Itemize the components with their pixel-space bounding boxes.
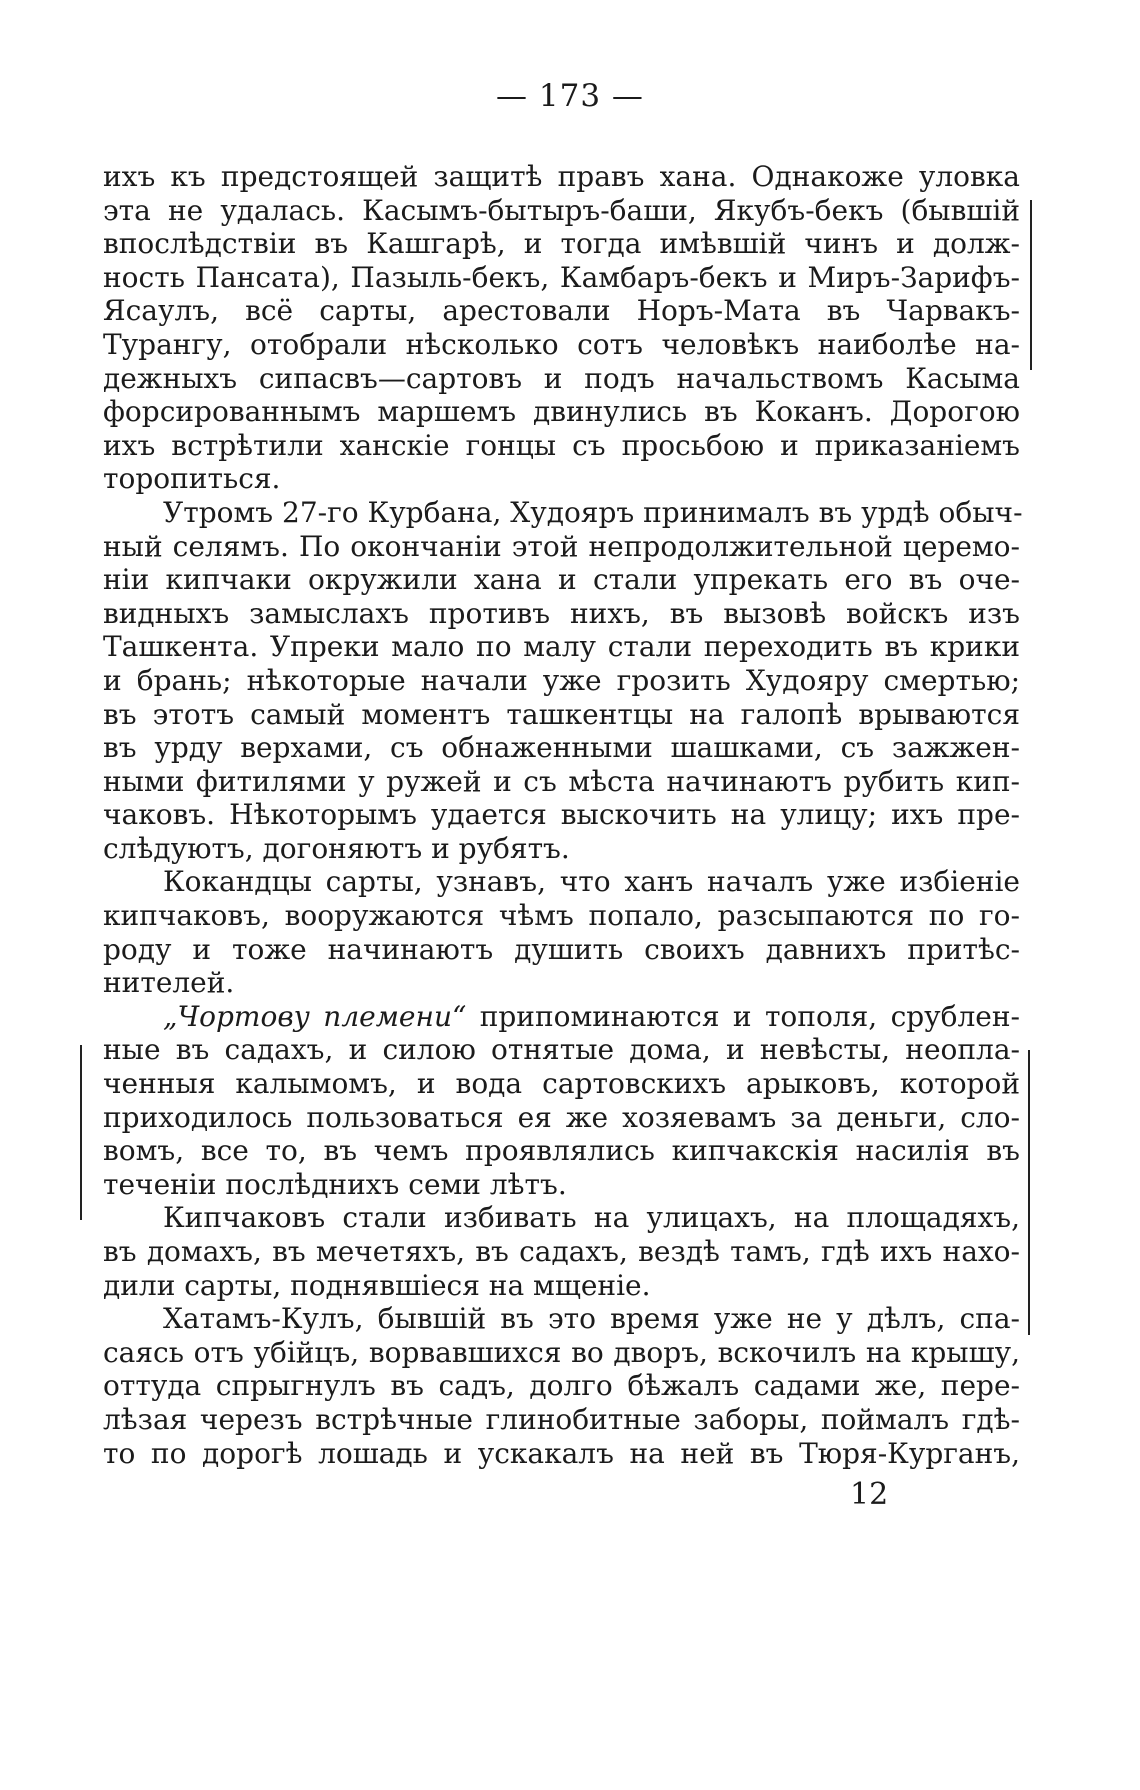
text-line: Хатамъ-Кулъ, бывшій въ это время уже не у дѣлъ, спа- <box>163 1302 1020 1336</box>
text-line <box>103 1000 1020 1034</box>
margin-line-mark <box>80 1045 82 1220</box>
text-line: Утромъ 27-го Курбана, Худояръ принималъ въ урдѣ обыч- <box>163 495 1023 529</box>
body-text <box>103 160 1023 1470</box>
margin-line-mark <box>1030 200 1032 370</box>
text-line: и брань; нѣкоторые начали уже грозить Худояру смертью; <box>103 663 1020 697</box>
paragraph-4 <box>103 1000 1020 1202</box>
text-line: саясь отъ убійцъ, ворвавшихся во дворъ, вскочилъ на крышу, <box>103 1335 1020 1369</box>
text-line: форсированнымъ маршемъ двинулись въ Коканъ. Дорогою <box>103 395 1020 429</box>
text-line: вомъ, все то, въ чемъ проявлялись кипчакскія насилія въ <box>103 1134 1020 1168</box>
text-line: Кокандцы сарты, узнавъ, что ханъ началъ уже избіеніе <box>163 865 1020 899</box>
text-line: впослѣдствіи въ Кашгарѣ, и тогда имѣвшій чинъ и долж- <box>103 227 1020 261</box>
paragraph-3 <box>103 865 1020 999</box>
text-line: ными фитилями у ружей и съ мѣста начинаютъ рубить кип- <box>103 764 1020 798</box>
text-line: теченіи послѣднихъ семи лѣтъ. <box>103 1167 567 1201</box>
text-line: ихъ встрѣтили ханскіе гонцы съ просьбою и приказаніемъ <box>103 428 1020 462</box>
text-line: Ташкента. Упреки мало по малу стали переходить въ крики <box>103 630 1020 664</box>
paragraph-5 <box>103 1201 1020 1302</box>
text-line: ность Пансата), Пазыль-бекъ, Камбаръ-бекъ и Миръ-Зарифъ- <box>103 260 1020 294</box>
paragraph-2 <box>103 495 1023 866</box>
text-line: лѣзая черезъ встрѣчные глинобитные заборы, поймалъ гдѣ- <box>103 1402 1020 1436</box>
text-line: Кипчаковъ стали избивать на улицахъ, на площадяхъ, <box>163 1201 1020 1235</box>
text-line: ный селямъ. По окончаніи этой непродолжительной церемо- <box>103 529 1020 563</box>
text-line: дежныхъ сипасвъ—сартовъ и подъ начальствомъ Касыма <box>103 361 1020 395</box>
text-line: чаковъ. Нѣкоторымъ удается выскочить на улицу; ихъ пре- <box>103 798 1020 832</box>
text-line: ніи кипчаки окружили хана и стали упрекать его въ оче- <box>103 563 1020 597</box>
text-line: слѣдуютъ, догоняютъ и рубятъ. <box>103 831 570 865</box>
text-line: дили сарты, поднявшіеся на мщеніе. <box>103 1268 651 1302</box>
text-line: роду и тоже начинаютъ душить своихъ давнихъ притѣс- <box>103 932 1020 966</box>
text-line: нителей. <box>103 966 235 1000</box>
paragraph-6 <box>103 1302 1020 1470</box>
text-line: Ясаулъ, всё сарты, арестовали Норъ-Мата въ Чарвакъ- <box>103 294 1020 328</box>
paragraph-1 <box>103 160 1020 496</box>
text-line: въ урду верхами, съ обнаженными шашками, съ зажжен- <box>103 731 1020 765</box>
text-line-rest: припоминаются и тополя, срублен- <box>466 999 1020 1033</box>
italic-quote: „Чортову племени“ <box>163 999 467 1033</box>
text-line: въ домахъ, въ мечетяхъ, въ садахъ, вездѣ тамъ, гдѣ ихъ нахо- <box>103 1235 1020 1268</box>
text-line: приходилось пользоваться ея же хозяевамъ за деньги, сло- <box>103 1100 1020 1134</box>
page-number-header: — 173 — <box>496 78 644 114</box>
text-line: кипчаковъ, вооружаются чѣмъ попало, разсыпаются по го- <box>103 899 1020 933</box>
text-line: ихъ къ предстоящей защитѣ правъ хана. Однакоже уловка <box>103 160 1020 193</box>
text-line: Турангу, отобрали нѣсколько сотъ человѣкъ наиболѣе на- <box>103 327 1020 361</box>
text-line: эта не удалась. Касымъ-бытыръ-баши, Якубъ-бекъ (бывшій <box>103 193 1020 227</box>
signature-number: 12 <box>850 1477 889 1512</box>
text-line: въ этотъ самый моментъ ташкентцы на галопѣ врываются <box>103 697 1020 731</box>
text-line: видныхъ замыслахъ противъ нихъ, въ вызовѣ войскъ изъ <box>103 596 1020 630</box>
text-line: ные въ садахъ, и силою отнятые дома, и невѣсты, неопла- <box>103 1033 1020 1067</box>
margin-line-mark <box>1028 1050 1030 1335</box>
text-line: ченныя калымомъ, и вода сартовскихъ арыковъ, которой <box>103 1067 1020 1101</box>
text-line: то по дорогѣ лошадь и ускакалъ на ней въ Тюря-Курганъ, <box>103 1436 1020 1470</box>
text-line: оттуда спрыгнулъ въ садъ, долго бѣжалъ садами же, пере- <box>103 1369 1020 1403</box>
text-line: торопиться. <box>103 462 281 496</box>
